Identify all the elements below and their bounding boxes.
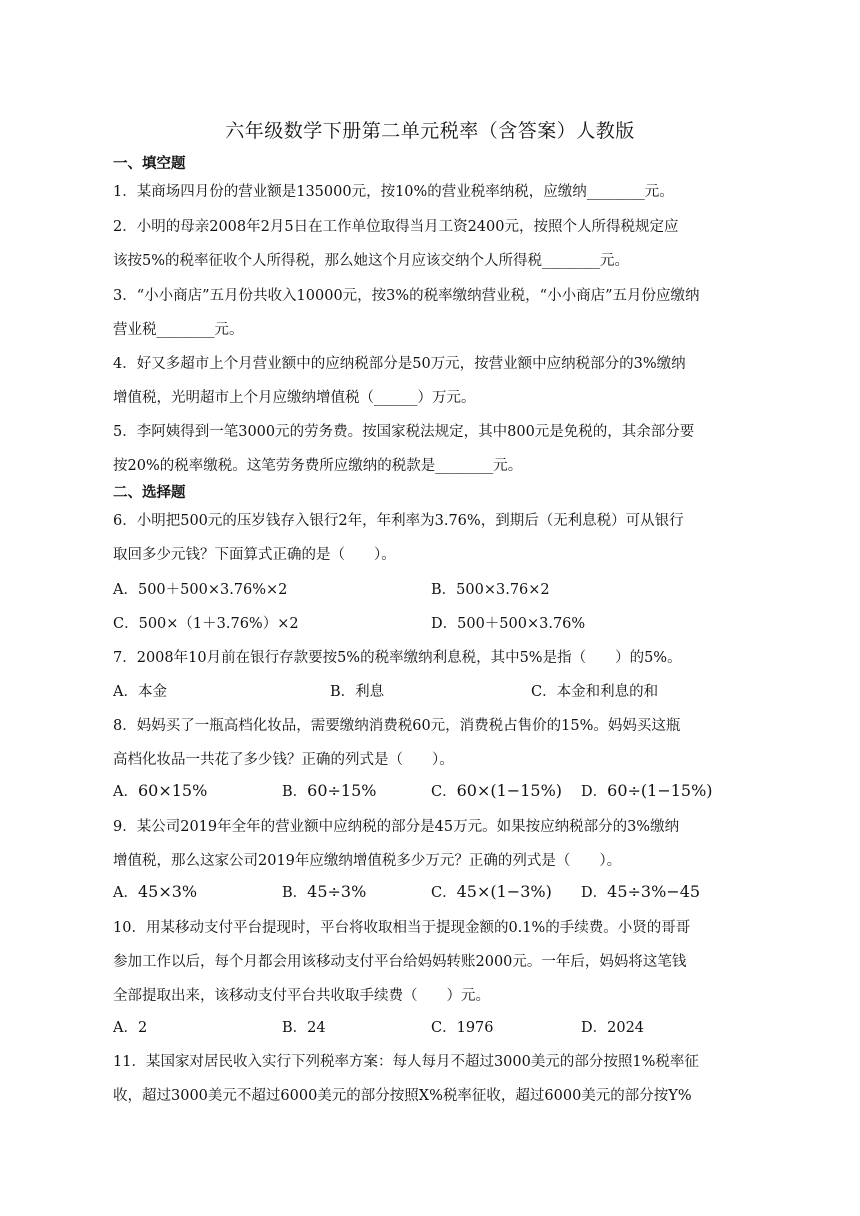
question-11-line-2: 收，超过3000美元不超过6000美元的部分按照X%税率征收，超过6000美元的部分按Y% bbox=[113, 1088, 692, 1104]
question-8-option-c-expr: 60×(1−15%) bbox=[456, 781, 563, 800]
question-9-option-c-expr: 45×(1−3%) bbox=[456, 882, 552, 901]
question-2-line-2: 该按5%的税率征收个人所得税，那么她这个月应该交纳个人所得税________元。 bbox=[113, 253, 630, 269]
question-11-line-1: 11．某国家对居民收入实行下列税率方案：每人每月不超过3000美元的部分按照1%税率征 bbox=[113, 1054, 699, 1070]
question-3-line-1: 3．“小小商店”五月份共收入10000元，按3%的税率缴纳营业税，“小小商店”五月份应缴纳 bbox=[113, 288, 700, 304]
question-7-option-a: A．本金 bbox=[113, 684, 167, 700]
question-5-line-1: 5．李阿姨得到一笔3000元的劳务费。按国家税法规定，其中800元是免税的，其余部分要 bbox=[113, 424, 695, 440]
question-10-line-2: 参加工作以后，每个月都会用该移动支付平台给妈妈转账2000元。一年后，妈妈将这笔钱 bbox=[113, 954, 687, 970]
question-6-option-c: C．500×（1＋3.76%）×2 bbox=[113, 616, 299, 632]
question-10-option-a: A．2 bbox=[113, 1020, 148, 1036]
question-8-option-c: C．60×(1−15%) bbox=[431, 781, 563, 800]
question-6-option-b: B．500×3.76×2 bbox=[431, 582, 550, 598]
question-7-option-c: C．本金和利息的和 bbox=[531, 684, 659, 700]
question-6-line-2: 取回多少元钱？下面算式正确的是（ ）。 bbox=[113, 547, 396, 563]
question-10-option-d: D．2024 bbox=[581, 1020, 645, 1036]
question-10-option-b: B．24 bbox=[282, 1020, 326, 1036]
question-7: 7．2008年10月前在银行存款要按5%的税率缴纳利息税，其中5%是指（ ）的5%。 bbox=[113, 650, 682, 666]
question-8-option-b-expr: 60÷15% bbox=[307, 781, 377, 800]
question-4-line-2: 增值税，光明超市上个月应缴纳增值税（______）万元。 bbox=[113, 390, 476, 406]
question-8-line-2: 高档化妆品一共花了多少钱？正确的列式是（ ）。 bbox=[113, 752, 454, 768]
question-8-line-1: 8．妈妈买了一瓶高档化妆品，需要缴纳消费税60元，消费税占售价的15%。妈妈买这瓶 bbox=[113, 718, 681, 734]
question-7-option-b: B．利息 bbox=[330, 684, 385, 700]
question-9-line-2: 增值税，那么这家公司2019年应缴纳增值税多少万元？正确的列式是（ ）。 bbox=[113, 853, 622, 869]
question-8-option-b: B．60÷15% bbox=[282, 781, 377, 800]
question-4-line-1: 4．好又多超市上个月营业额中的应纳税部分是50万元，按营业额中应纳税部分的3%缴纳 bbox=[113, 356, 686, 372]
page-title: 六年级数学下册第二单元税率（含答案）人教版 bbox=[225, 120, 635, 142]
question-3-line-2: 营业税________元。 bbox=[113, 322, 244, 338]
question-6-line-1: 6．小明把500元的压岁钱存入银行2年，年利率为3.76%，到期后（无利息税）可从银行 bbox=[113, 513, 684, 529]
question-9-option-c: C．45×(1−3%) bbox=[431, 882, 552, 901]
question-8-option-a-expr: 60×15% bbox=[137, 781, 208, 800]
question-2-line-1: 2．小明的母亲2008年2月5日在工作单位取得当月工资2400元，按照个人所得税规定应 bbox=[113, 219, 679, 235]
question-10-option-c: C．1976 bbox=[431, 1020, 494, 1036]
question-10-line-1: 10．用某移动支付平台提现时，平台将收取相当于提现金额的0.1%的手续费。小贤的哥哥 bbox=[113, 920, 691, 936]
question-9-option-a-expr: 45×3% bbox=[137, 882, 198, 901]
question-6-option-d: D．500＋500×3.76% bbox=[431, 616, 586, 632]
question-9-line-1: 9．某公司2019年全年的营业额中应纳税的部分是45万元。如果按应纳税部分的3%缴纳 bbox=[113, 819, 680, 835]
question-1: 1．某商场四月份的营业额是135000元，按10%的营业税率纳税，应缴纳________元。 bbox=[113, 184, 674, 200]
question-9-option-b: B．45÷3% bbox=[282, 882, 367, 901]
question-5-line-2: 按20%的税率缴税。这笔劳务费所应缴纳的税款是________元。 bbox=[113, 458, 523, 474]
question-8-option-d: D．60÷(1−15%) bbox=[581, 781, 713, 800]
question-9-option-d-expr: 45÷3%−45 bbox=[607, 882, 701, 901]
question-9-option-b-expr: 45÷3% bbox=[307, 882, 367, 901]
section-heading-fill: 一、填空题 bbox=[113, 156, 186, 172]
question-9-option-d: D．45÷3%−45 bbox=[581, 882, 701, 901]
question-6-option-a: A．500＋500×3.76%×2 bbox=[113, 582, 288, 598]
question-10-line-3: 全部提取出来，该移动支付平台共收取手续费（ ）元。 bbox=[113, 988, 490, 1004]
question-8-option-a: A．60×15% bbox=[113, 781, 208, 800]
question-8-option-d-expr: 60÷(1−15%) bbox=[607, 781, 713, 800]
section-heading-choice: 二、选择题 bbox=[113, 485, 186, 501]
question-9-option-a: A．45×3% bbox=[113, 882, 198, 901]
